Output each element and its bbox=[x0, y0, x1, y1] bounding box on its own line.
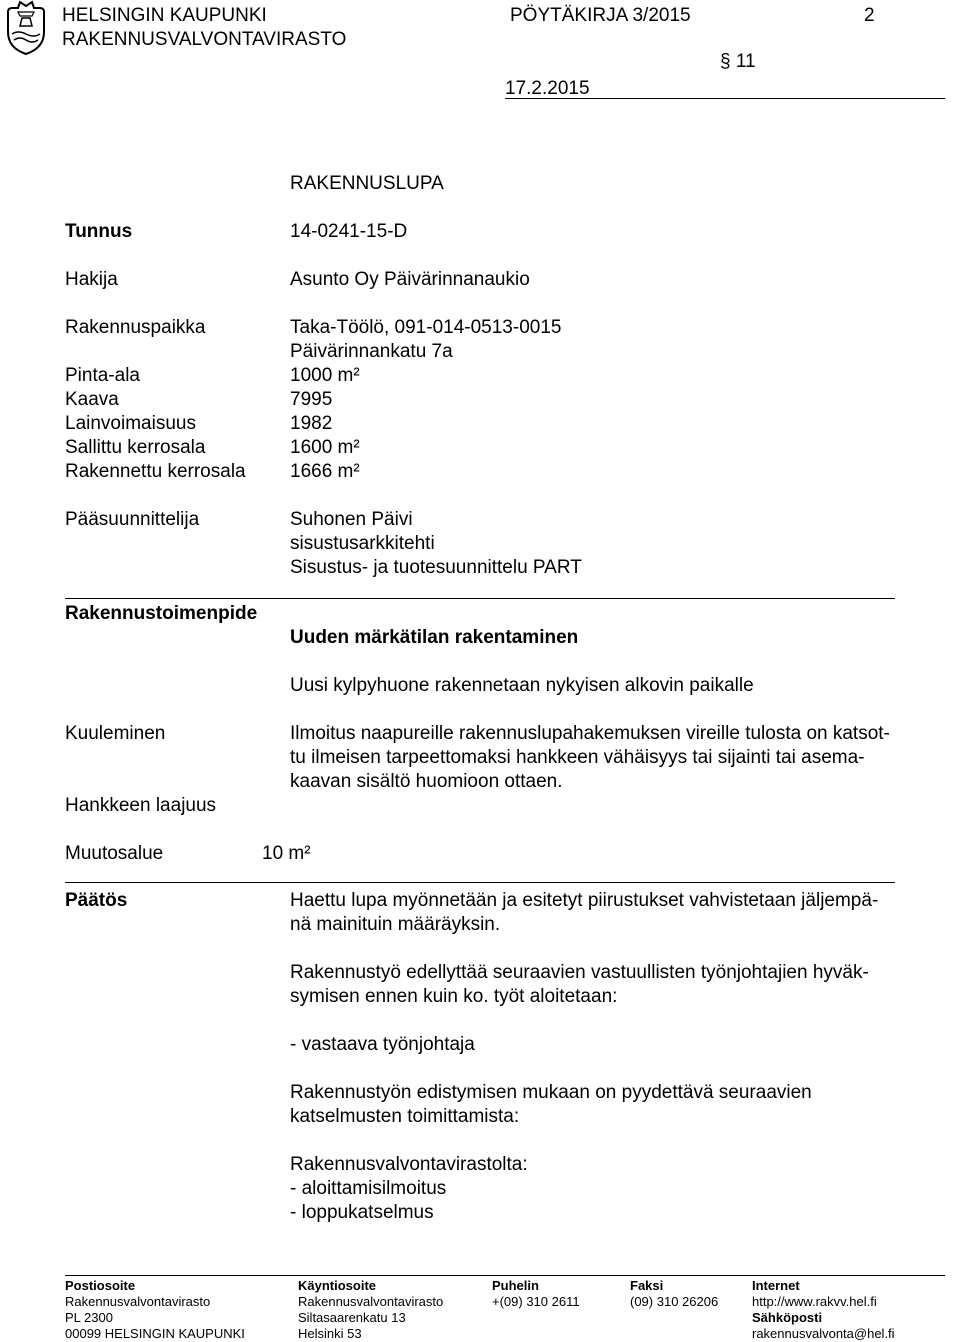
helsinki-crest-icon bbox=[2, 0, 50, 56]
paasuunnittelija-title: sisustusarkkitehti bbox=[290, 533, 435, 554]
paasuunnittelija-name: Suhonen Päivi bbox=[290, 509, 413, 530]
tunnus-label: Tunnus bbox=[65, 221, 133, 242]
paatos-label: Päätös bbox=[65, 890, 128, 911]
rakennuspaikka-address: Päivärinnankatu 7a bbox=[290, 341, 453, 362]
header-date: 17.2.2015 bbox=[505, 78, 590, 99]
tunnus-value: 14-0241-15-D bbox=[290, 221, 408, 242]
katselmus-item: - aloittamisilmoitus bbox=[290, 1178, 447, 1199]
footer-puhelin-heading: Puhelin bbox=[492, 1278, 539, 1293]
paasuunnittelija-label: Pääsuunnittelija bbox=[65, 509, 200, 530]
header-department: RAKENNUSVALVONTAVIRASTO bbox=[62, 29, 347, 50]
katselmukset-text-line: katselmusten toimittamista: bbox=[290, 1106, 520, 1127]
footer-kayntiosoite-line: Siltasaarenkatu 13 bbox=[298, 1310, 406, 1325]
virastolta-label: Rakennusvalvontavirastolta: bbox=[290, 1154, 528, 1175]
header-doc-type: PÖYTÄKIRJA 3/2015 bbox=[510, 5, 691, 26]
footer-postiosoite-line: PL 2300 bbox=[65, 1310, 113, 1325]
header-org-name: HELSINGIN KAUPUNKI bbox=[62, 5, 267, 26]
lainvoimaisuus-label: Lainvoimaisuus bbox=[65, 413, 196, 434]
rakennettu-kerrosala-label: Rakennettu kerrosala bbox=[65, 461, 246, 482]
pintaala-value: 1000 m² bbox=[290, 365, 360, 386]
section-divider bbox=[65, 598, 895, 599]
footer-kayntiosoite-line: Rakennusvalvontavirasto bbox=[298, 1294, 444, 1309]
kuuleminen-text-line: kaavan sisältö huomioon ottaen. bbox=[290, 771, 563, 792]
footer-email-heading: Sähköposti bbox=[752, 1310, 823, 1325]
footer-rule bbox=[65, 1275, 945, 1276]
kuuleminen-label: Kuuleminen bbox=[65, 723, 166, 744]
paatos-text-line: nä mainituin määräyksin. bbox=[290, 914, 501, 935]
hakija-label: Hakija bbox=[65, 269, 118, 290]
toimenpide-heading: Uuden märkätilan rakentaminen bbox=[290, 627, 579, 648]
footer-email-link[interactable]: rakennusvalvonta@hel.fi bbox=[752, 1326, 895, 1341]
footer-kayntiosoite-heading: Käyntiosoite bbox=[298, 1278, 377, 1293]
rakennettu-kerrosala-value: 1666 m² bbox=[290, 461, 360, 482]
footer-faksi-value: (09) 310 26206 bbox=[630, 1294, 719, 1309]
footer-faksi-heading: Faksi bbox=[630, 1278, 664, 1293]
page-title: RAKENNUSLUPA bbox=[290, 173, 444, 194]
katselmus-item: - loppukatselmus bbox=[290, 1202, 434, 1223]
footer-postiosoite-line: 00099 HELSINGIN KAUPUNKI bbox=[65, 1326, 245, 1341]
footer-internet-heading: Internet bbox=[752, 1278, 800, 1293]
footer-postiosoite-line: Rakennusvalvontavirasto bbox=[65, 1294, 211, 1309]
kaava-label: Kaava bbox=[65, 389, 119, 410]
toimenpide-description: Uusi kylpyhuone rakennetaan nykyisen alkovin paikalle bbox=[290, 675, 754, 696]
footer-internet-link[interactable]: http://www.rakvv.hel.fi bbox=[752, 1294, 877, 1309]
tyonjohtaja-item: - vastaava työnjohtaja bbox=[290, 1034, 475, 1055]
lainvoimaisuus-value: 1982 bbox=[290, 413, 333, 434]
katselmukset-text-line: Rakennustyön edistymisen mukaan on pyydettävä seuraavien bbox=[290, 1082, 812, 1103]
paasuunnittelija-company: Sisustus- ja tuotesuunnittelu PART bbox=[290, 557, 582, 578]
header-section: § 11 bbox=[720, 51, 756, 72]
header-rule bbox=[505, 98, 945, 99]
muutosalue-label: Muutosalue bbox=[65, 843, 164, 864]
section-divider bbox=[65, 882, 895, 883]
footer-puhelin-value: +(09) 310 2611 bbox=[492, 1294, 580, 1309]
footer-kayntiosoite-line: Helsinki 53 bbox=[298, 1326, 362, 1341]
footer-postiosoite-heading: Postiosoite bbox=[65, 1278, 136, 1293]
paatos-text-line: Haettu lupa myönnetään ja esitetyt piirustukset vahvistetaan jäljempä- bbox=[290, 890, 879, 911]
hankkeen-laajuus-label: Hankkeen laajuus bbox=[65, 795, 217, 816]
tyonjohtajat-text-line: Rakennustyö edellyttää seuraavien vastuullisten työnjohtajien hyväk- bbox=[290, 962, 869, 983]
tyonjohtajat-text-line: symisen ennen kuin ko. työt aloitetaan: bbox=[290, 986, 618, 1007]
sallittu-kerrosala-value: 1600 m² bbox=[290, 437, 360, 458]
muutosalue-value: 10 m² bbox=[262, 843, 311, 864]
toimenpide-label: Rakennustoimenpide bbox=[65, 603, 258, 624]
header-page-number: 2 bbox=[864, 5, 875, 26]
rakennuspaikka-value: Taka-Töölö, 091-014-0513-0015 bbox=[290, 317, 562, 338]
sallittu-kerrosala-label: Sallittu kerrosala bbox=[65, 437, 206, 458]
rakennuspaikka-label: Rakennuspaikka bbox=[65, 317, 206, 338]
hakija-value: Asunto Oy Päivärinnanaukio bbox=[290, 269, 530, 290]
kuuleminen-text-line: Ilmoitus naapureille rakennuslupahakemuksen vireille tulosta on katsot- bbox=[290, 723, 890, 744]
kaava-value: 7995 bbox=[290, 389, 333, 410]
kuuleminen-text-line: tu ilmeisen tarpeettomaksi hankkeen vähäisyys tai sijainti tai asema- bbox=[290, 747, 865, 768]
pintaala-label: Pinta-ala bbox=[65, 365, 140, 386]
